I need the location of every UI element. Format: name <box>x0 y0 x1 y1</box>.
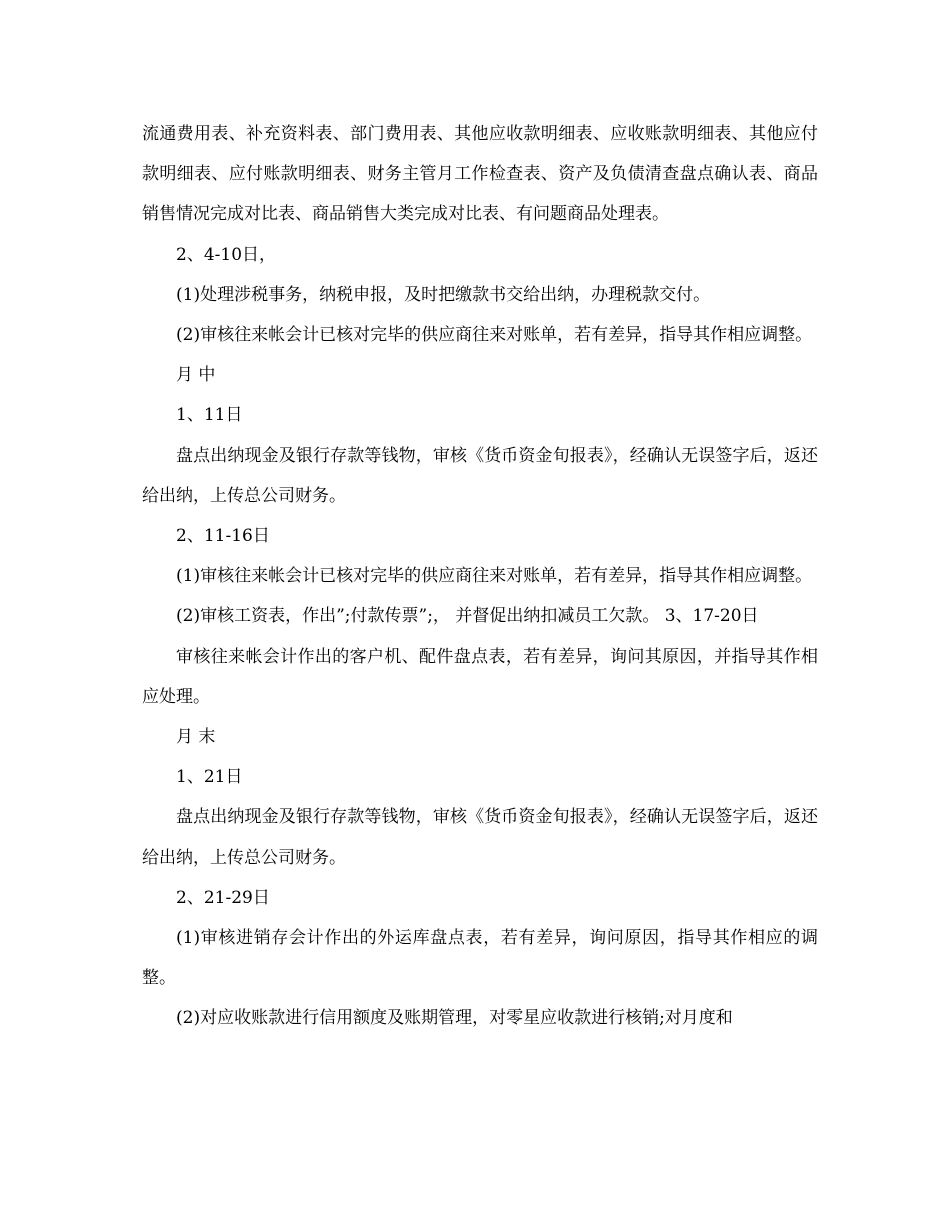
section-day-21-29: 2、21-29日 <box>176 887 270 908</box>
section-day-11-16: 2、11-16日 <box>176 526 270 547</box>
paragraph-receivables-management: (2)对应收账款进行信用额度及账期管理，对零星应收款进行核销;对月度和 <box>176 1008 733 1029</box>
paragraph-cash-count-end: 盘点出纳现金及银行存款等钱物，审核《货币资金旬报表》，经确认无误签字后，返还给出纳，上传总公司财务。 <box>142 807 818 868</box>
paragraph-supplier-reconciliation-2: (1)审核往来帐会计已核对完毕的供应商往来对账单，若有差异，指导其作相应调整。 <box>176 566 813 587</box>
paragraph-tax-affairs: (1)处理涉税事务，纳税申报，及时把缴款书交给出纳，办理税款交付。 <box>176 284 711 305</box>
document-page <box>142 114 818 1039</box>
section-day-11: 1、11日 <box>176 405 243 426</box>
heading-month-end: 月 末 <box>176 727 216 748</box>
section-day-21: 1、21日 <box>176 767 243 788</box>
paragraph-supplier-reconciliation: (2)审核往来帐会计已核对完毕的供应商往来对账单，若有差异，指导其作相应调整。 <box>176 325 813 346</box>
paragraph-payroll-review: (2)审核工资表，作出”;付款传票”;， 并督促出纳扣减员工欠款。 3、17-20日 <box>176 606 759 627</box>
paragraph-cash-count-mid: 盘点出纳现金及银行存款等钱物，审核《货币资金旬报表》，经确认无误签字后，返还给出纳，上传总公司财务。 <box>142 445 818 506</box>
paragraph-inventory-review: 审核往来帐会计作出的客户机、配件盘点表，若有差异，询问其原因，并指导其作相应处理。 <box>142 646 818 707</box>
paragraph-warehouse-count: (1)审核进销存会计作出的外运库盘点表，若有差异，询问原因，指导其作相应的调整。 <box>142 928 818 989</box>
heading-mid-month: 月 中 <box>176 365 216 386</box>
section-day-4-10: 2、4-10日， <box>176 244 277 265</box>
paragraph-report-list: 流通费用表、补充资料表、部门费用表、其他应收款明细表、应收账款明细表、其他应付款明细表、应付账款明细表、财务主管月工作检查表、资产及负债清查盘点确认表、商品销售情况完成对比表、商品销售大类完成对比表、有问题商品处理表。 <box>142 124 818 225</box>
